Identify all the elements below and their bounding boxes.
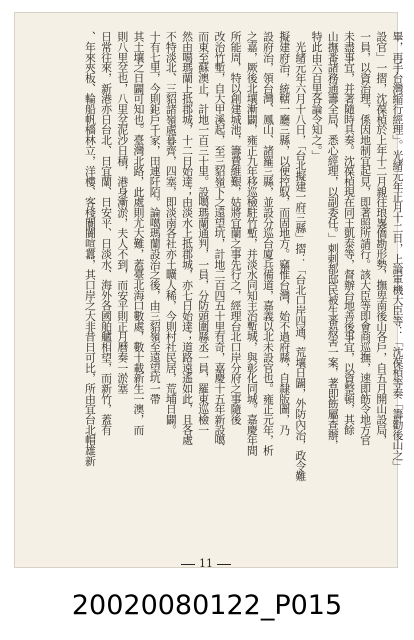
text-column: 畢，再手台灣縮行經理」。光緒元年正月十二日，上論軍機大臣等：「沈葆楨等奏「籌勸後山之」 [391,31,404,471]
page-number-rule-right [217,564,231,565]
text-column: 之嘉，厥後北壤漸闢，雍正九年移巡檢駐竹塹，并淡水同知主治塹城，與彰化同城。嘉慶年間 [245,31,259,456]
text-column: 擬建府治，統轄一廳三縣，以便控馭，而固地方。竊惟台灣，始不過府縣，自隸版圖，乃 [277,31,291,435]
text-column: 十有七里，今則鉅戶千家，田連阡陌。論噶瑪蘭設治之後，由三貂嶺至遠望坑一帶 [148,31,162,404]
text-column: 然由噶瑪蘭上抵郡城，十二日始達；由淡水上抵郡城，亦七日始達；道路遠遙如此，且各處 [180,31,194,446]
text-column: 未盡事宜，并著隨時具奏。沈葆楨現在同王凱泰等，督辦台地善後事宜，以資整頓，其餘 [342,31,356,435]
text-column: 設府治，領台灣、鳳山、諸羅三縣，並設分巡台廈兵備道，嘉義以北未設官也。雍正元年，析 [261,31,275,456]
text-column: 不特淡北、三貂諸嶺處暮齊，四塞，即淡南各社亦土曠人稀，今則村社民居，荒埔日闢。 [164,31,178,435]
text-column: 光緒元年六月十八日，「台北擬建一府三縣」摺：「台北口岸四通，荒壤日闢，外防內治，政令難 [293,31,307,481]
text-column: 一員，以資治理，係因地制宜起見，即著照所請行。該大臣等即會商巡撫，速即飭令地方官 [358,31,372,446]
vertical-text-block [51,31,405,541]
text-column: 其土壤之日闢可知也。臺灣北路，此處則尤大難，蓋臺北海口數處，數十載新生一澳，而 [132,31,145,435]
text-column: 特此由六百里各論令知之。」 [310,31,324,161]
text-column: 所能周，特以創建城池，籌費維艱，姑將宜蘭之事先行之，經理台北口岸分府之事隨後 [229,31,243,425]
text-column: 設官」一摺，沈葆楨於上年十二月親往琅㠢僑勘形勢，撫卑南後山各戶，自五月開山設局， [374,31,388,446]
text-column: 則八里坌也，八里坌泥沙日積，港身漸淤，夫人不到，而安平則正月曆奏一淤塞 [115,31,129,394]
text-column: 山撫番諸務通籌全局，悉心經理，以副委任。」刺剌都邸民被生番殺害一案，著即飭屬查辦， [326,31,340,450]
page-number [15,557,397,570]
text-column: 改治竹塹，自大甲溪起，至三貂嶺下之遠望坑，計地二百四五十里有奇，嘉慶十五年新設噶 [212,31,226,446]
page-number-value: 11 [199,557,213,570]
text-column: 而東至蘇澳止，計地一百三十里。設噶瑪蘭通判，一員，分防頭圍縣丞一員，羅東巡檢一 [196,31,210,435]
page-number-rule-left [181,564,195,565]
image-caption-id: 20020080122_P015 [71,590,343,621]
text-column: 、年來夾板、輪船帆檣林立，洋樓、客棧闤闠喧囂，其口岸之大非昔日可比，所由宜台北帽雄新 [83,31,97,466]
book-page [14,12,404,570]
text-column: 日常往來，新港亦日台北、日宜蘭、日安平、日淡水、海外各國舶艫相望，而新竹，蓋有 [99,31,113,435]
